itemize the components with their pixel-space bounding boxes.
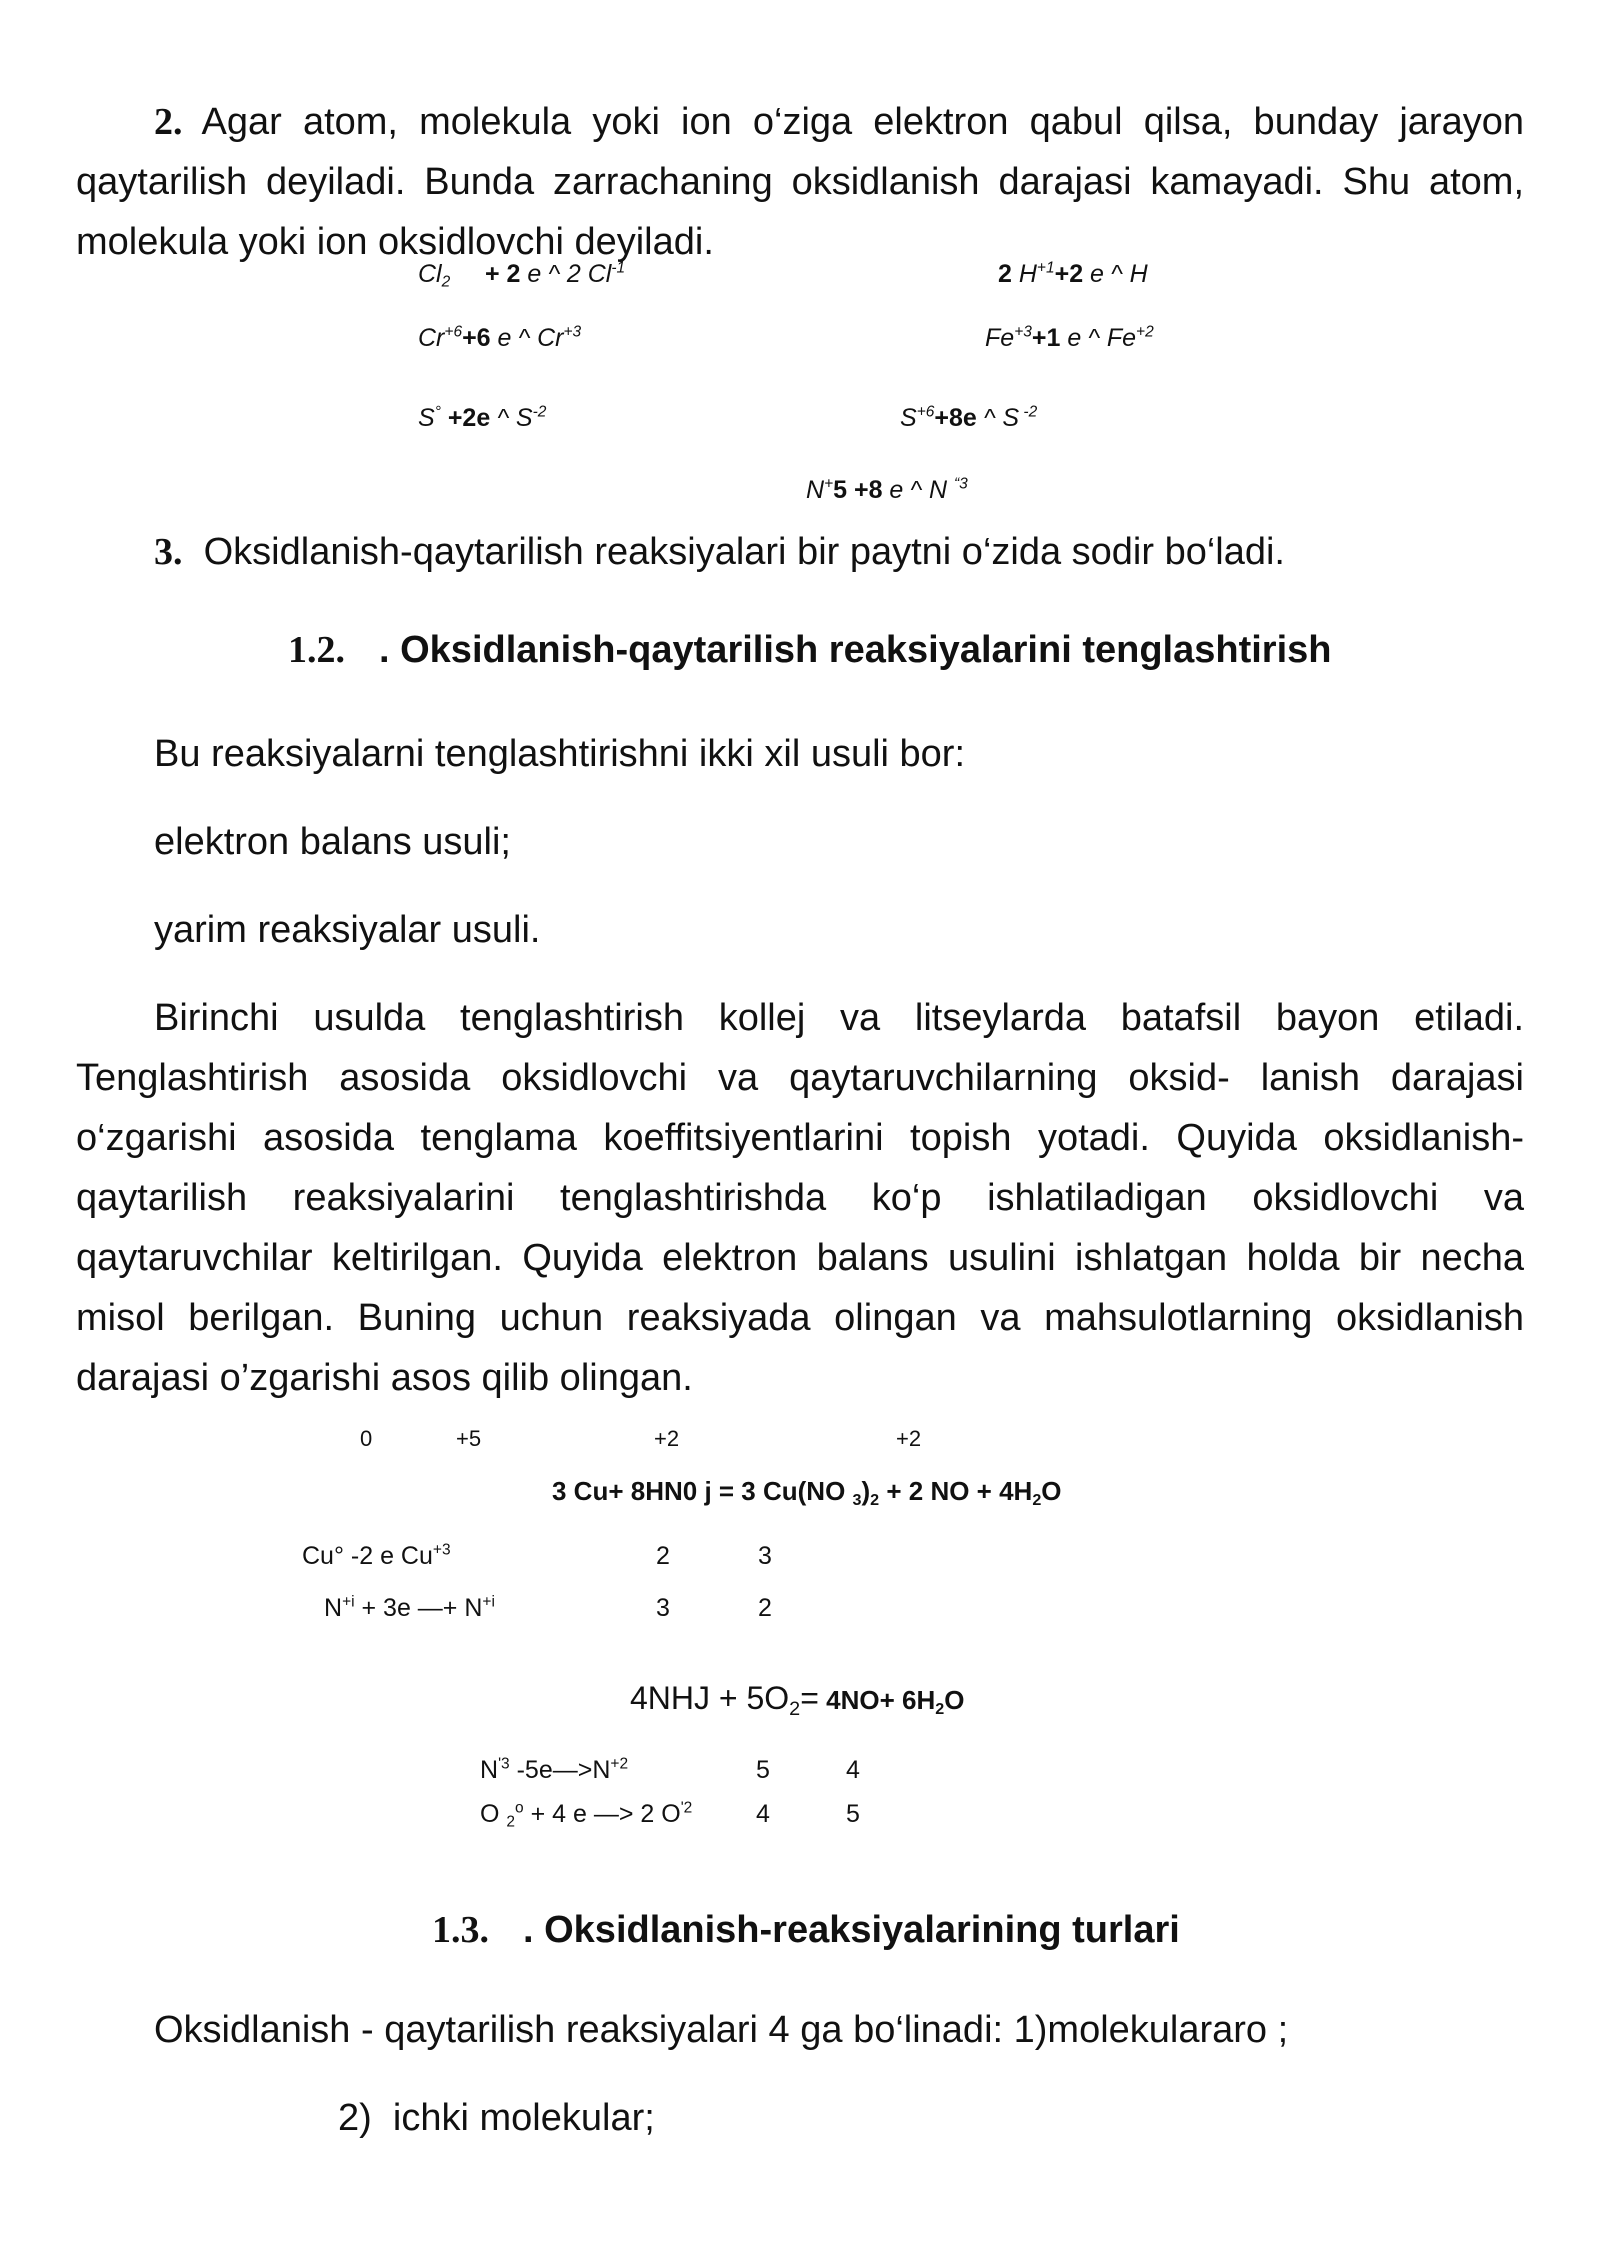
type-item-2: 2) ichki molekular; xyxy=(338,2097,655,2139)
half-reaction: $N^{+i} + 3e$ —+ $N^{+i}$ xyxy=(324,1593,495,1622)
paragraph-methods: Birinchi usulda tenglashtirish kollej va litseylarda batafsil bayon etiladi. Tenglashtirish asosida oksidlovchi va qaytaruvchilarning oksid- lanish darajasi o‘zgarishi asosida tenglama koeffitsiyentlarini topish yotadi. Quyida oksidlanish-qaytarilish reaksiyalarini tenglashtirishda ko‘p ishlatiladigan oksidlovchi va qaytaruvchilar keltirilgan. Quyida elektron balans usulini ishlatgan holda bir necha misol berilgan. Buning uchun reaksiyada olingan va mahsulotlarning oksidlanish darajasi o’zgarishi asos qilib olingan. xyxy=(76,997,1524,1399)
eq-chlorine: $Cl_2$ + 2 e ^ 2 $Cl^{-1}$ xyxy=(418,259,626,291)
types-intro: Oksidlanish - qaytarilish reaksiyalari 4 ga bo‘linadi: 1)molekularar​o ; xyxy=(154,2009,1289,2051)
coefficient: 4 xyxy=(846,1756,860,1784)
method-item: yarim reaksiyalar usuli. xyxy=(154,909,541,951)
methods-intro: Bu reaksiyalarni tenglashtirishni ikki xil usuli bor: xyxy=(154,733,966,775)
heading-1-2: 1.2. . Oksidlanish-qaytarilish reaksiyalarini tenglashtirish xyxy=(288,629,1332,671)
method-item: elektron balans usuli; xyxy=(154,821,511,863)
paragraph-text: Agar atom, molekula yoki ion o‘ziga elektron qabul qilsa, bunday jarayon qaytarilish deyiladi. Bunda zarrachaning oksidlanish darajasi kamayadi. Shu atom, molekula yoki ion oksidlovchi deyiladi. xyxy=(76,101,1524,263)
eq-sulfur-6: $S^{+6}+8e$ ^ S $^{-2}$ xyxy=(900,403,1038,432)
half-reaction: O $_2^o$ + 4 e —> 2 $O^{'2}$ xyxy=(480,1799,693,1831)
reaction-2-equation: $4NHJ + 5O_2= 4NO+ 6H_2O$ xyxy=(630,1680,965,1720)
oxidation-state: +5 xyxy=(456,1426,482,1451)
eq-sulfur-0: S° +2e ^ $S^{-2}$ xyxy=(418,403,547,432)
coefficient: 5 xyxy=(756,1756,770,1784)
coefficient: 3 xyxy=(656,1594,670,1622)
oxidation-state: 0 xyxy=(360,1426,373,1451)
reaction-1-equation: 3 Cu+ 8HN0 j = 3 Cu(NO $_3)_2 + 2$ NO + $4H_2O$ xyxy=(552,1476,1062,1509)
eq-chromium: $Cr^{+6}+6$ e ^ $Cr^{+3}$ xyxy=(418,323,582,352)
half-reaction: $N^{'3}$ $-5e—>N^{+2}$ xyxy=(480,1755,629,1784)
oxidation-state: +2 xyxy=(896,1426,922,1451)
eq-iron: $Fe^{+3}+1$ e ^ $Fe^{+2}$ xyxy=(985,323,1154,352)
coefficient: 2 xyxy=(656,1542,670,1570)
coefficient: 4 xyxy=(756,1800,770,1828)
oxidation-state: +2 xyxy=(654,1426,680,1451)
coefficient: 2 xyxy=(758,1594,772,1622)
paragraph-3: 3. Oksidlanish-qaytarilish reaksiyalari bir paytni o‘zida sodir bo‘ladi. xyxy=(154,531,1285,573)
coefficient: 5 xyxy=(846,1800,860,1828)
paragraph-2 xyxy=(76,92,1524,272)
coefficient: 3 xyxy=(758,1542,772,1570)
eq-nitrogen: N+5 +8 e ^ N $^{“3}$ xyxy=(806,475,968,504)
paragraph-number: 2. xyxy=(154,101,183,143)
half-reaction: Cu° -2 e $Cu^{+3}$ xyxy=(302,1541,451,1570)
heading-1-3: 1.3. . Oksidlanish-reaksiyalarining turlari xyxy=(432,1909,1180,1951)
eq-hydrogen: 2 $H^{+1}+2$ e ^ H xyxy=(998,259,1148,288)
